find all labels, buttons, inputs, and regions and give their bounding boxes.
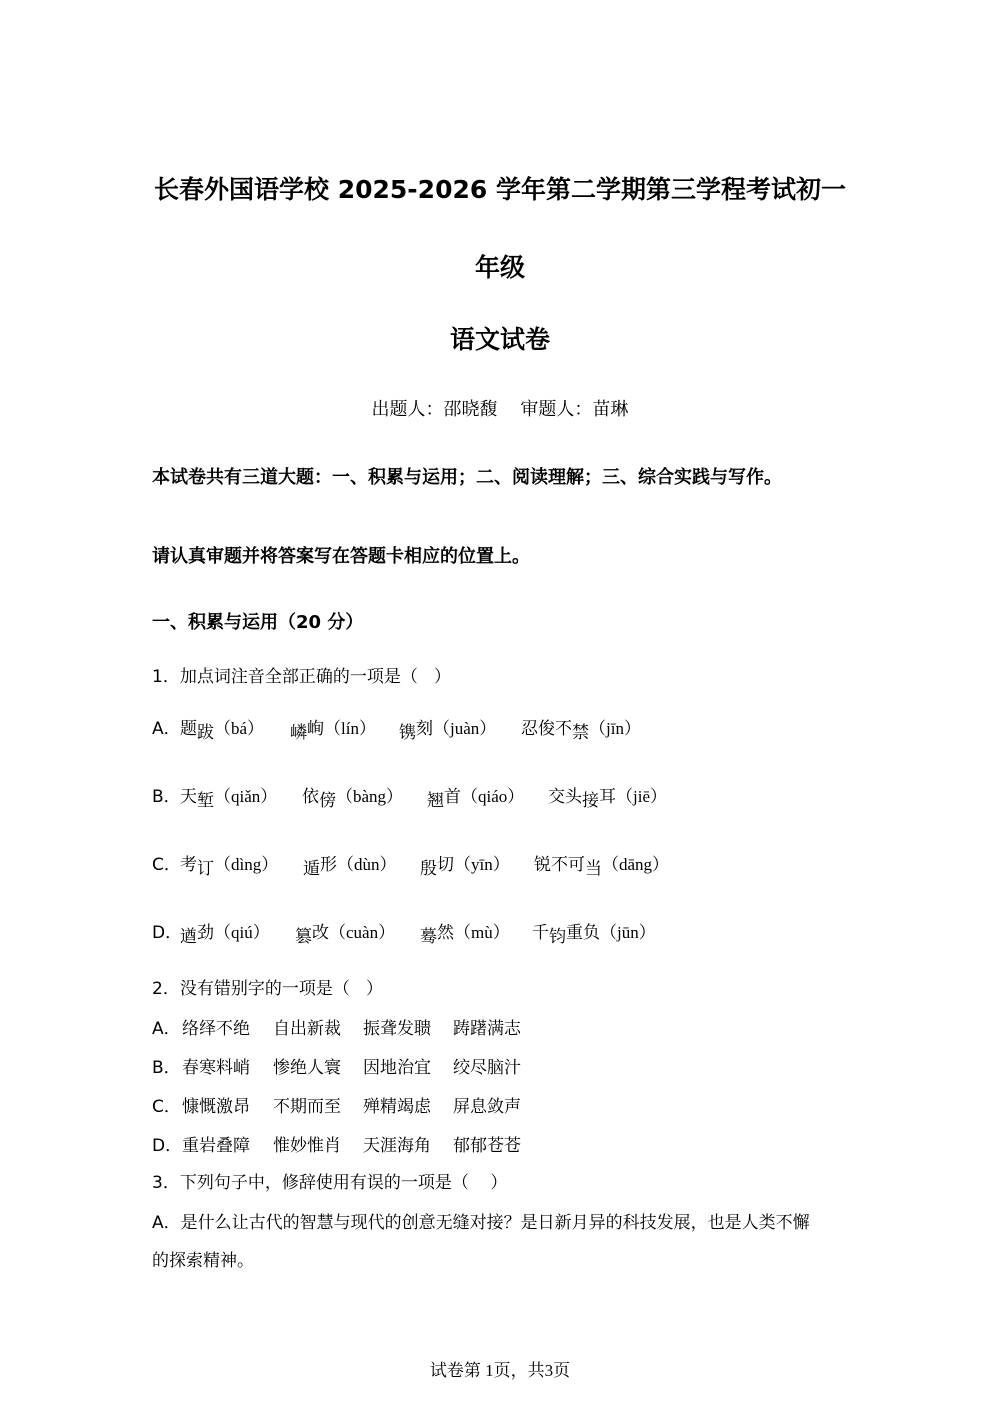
exam-title-line2: 年级 xyxy=(474,253,525,282)
dotted-character: 殷 xyxy=(420,859,437,879)
word-prefix: 题 xyxy=(180,719,197,739)
idiom-word: 殚精竭虑 xyxy=(363,1097,431,1117)
dotted-character: 嶙 xyxy=(290,723,307,743)
pinyin: （bàng） xyxy=(336,787,404,806)
pinyin: （dìng） xyxy=(214,855,279,874)
pinyin: （yīn） xyxy=(454,855,510,874)
pinyin-item xyxy=(420,918,510,947)
option-letter: D． xyxy=(152,923,183,943)
pinyin: （dāng） xyxy=(602,855,670,874)
pinyin: （dùn） xyxy=(337,855,397,874)
word-prefix: 依 xyxy=(302,787,319,807)
dotted-character: 翘 xyxy=(427,791,444,811)
option-letter: D． xyxy=(152,1136,183,1156)
idiom-word: 屏息敛声 xyxy=(453,1097,521,1117)
dotted-character: 跋 xyxy=(197,723,214,743)
question-3-option-a-line2: 的探索精神。 xyxy=(152,1251,254,1271)
word-suffix: 形 xyxy=(320,855,337,875)
option-letter: C． xyxy=(152,855,181,875)
word-suffix: 峋 xyxy=(307,719,324,739)
dotted-character: 篡 xyxy=(295,927,312,947)
idiom-word: 郁郁苍苍 xyxy=(453,1136,521,1156)
pinyin-item xyxy=(427,782,525,811)
word-suffix: 刻 xyxy=(416,719,433,739)
pinyin: （qiǎn） xyxy=(214,787,278,806)
dotted-character: 遁 xyxy=(303,859,320,879)
dotted-character: 堑 xyxy=(197,791,214,811)
pinyin-item xyxy=(290,714,376,743)
idiom-word: 踌躇满志 xyxy=(453,1019,521,1039)
word-suffix: 改 xyxy=(312,923,329,943)
pinyin-item xyxy=(180,782,278,811)
question-1-stem: 1．加点词注音全部正确的一项是（ ） xyxy=(152,667,452,687)
dotted-character: 傍 xyxy=(319,791,336,811)
dotted-character: 镌 xyxy=(399,723,416,743)
pinyin: （bá） xyxy=(214,719,265,738)
pinyin: （mù） xyxy=(454,923,510,942)
dotted-character: 订 xyxy=(197,859,214,879)
option-letter: A． xyxy=(152,719,181,739)
idiom-word: 惨绝人寰 xyxy=(273,1058,341,1078)
pinyin-item xyxy=(532,918,656,947)
option-letter: B． xyxy=(152,1058,181,1078)
word-suffix: 首 xyxy=(444,787,461,807)
exam-subtitle: 语文试卷 xyxy=(449,325,550,354)
exam-intro: 本试卷共有三道大题：一、积累与运用；二、阅读理解；三、综合实践与写作。 xyxy=(152,467,782,488)
pinyin: （qiú） xyxy=(214,923,270,942)
idiom-word: 绞尽脑汁 xyxy=(453,1058,521,1078)
idiom-word: 络绎不绝 xyxy=(182,1019,250,1039)
option-letter: A． xyxy=(152,1019,181,1039)
dotted-character: 钧 xyxy=(549,927,566,947)
word-prefix: 天 xyxy=(180,787,197,807)
pinyin-item xyxy=(180,714,265,743)
pinyin-item xyxy=(534,850,670,879)
pinyin: （cuàn） xyxy=(329,923,396,942)
section-heading: 一、积累与运用（20 分） xyxy=(152,612,364,633)
pinyin-item xyxy=(420,850,510,879)
idiom-word: 重岩叠障 xyxy=(182,1136,250,1156)
pinyin: （lín） xyxy=(324,719,376,738)
idiom-word: 振聋发聩 xyxy=(363,1019,431,1039)
pinyin-item xyxy=(180,918,270,947)
exam-notice: 请认真审题并将答案写在答题卡相应的位置上。 xyxy=(152,546,530,567)
idiom-word: 慷慨激昂 xyxy=(182,1097,250,1117)
idiom-word: 惟妙惟肖 xyxy=(273,1136,341,1156)
pinyin-item xyxy=(548,782,667,811)
pinyin-item xyxy=(295,918,396,947)
idiom-word: 春寒料峭 xyxy=(182,1058,250,1078)
question-3-stem: 3．下列句子中，修辞使用有误的一项是（ ） xyxy=(152,1173,508,1193)
pinyin-item xyxy=(521,714,641,743)
idiom-word: 自出新裁 xyxy=(273,1019,341,1039)
word-prefix: 考 xyxy=(180,855,197,875)
pinyin: （jūn） xyxy=(600,923,656,942)
word-prefix: 忍俊不 xyxy=(521,719,572,739)
word-prefix: 千 xyxy=(532,923,549,943)
dotted-character: 禁 xyxy=(572,723,589,743)
exam-authors: 出题人：邵晓馥 审题人：苗琳 xyxy=(371,399,629,420)
word-prefix: 锐不可 xyxy=(534,855,585,875)
idiom-word: 不期而至 xyxy=(273,1097,341,1117)
pinyin-item xyxy=(180,850,279,879)
dotted-character: 当 xyxy=(585,859,602,879)
question-2-stem: 2．没有错别字的一项是（ ） xyxy=(152,979,384,999)
dotted-character: 蓦 xyxy=(420,927,437,947)
pinyin: （jīn） xyxy=(589,719,641,738)
word-suffix: 切 xyxy=(437,855,454,875)
exam-title-line1: 长春外国语学校 2025-2026 学年第二学期第三学程考试初一 xyxy=(154,175,846,204)
pinyin: （juàn） xyxy=(433,719,497,738)
idiom-word: 天涯海角 xyxy=(363,1136,431,1156)
page-footer: 试卷第 1页，共3页 xyxy=(429,1361,571,1380)
pinyin: （jiē） xyxy=(616,787,667,806)
pinyin-item xyxy=(303,850,397,879)
pinyin-item xyxy=(399,714,497,743)
word-suffix: 劲 xyxy=(197,923,214,943)
question-3-option-a-line1: A．是什么让古代的智慧与现代的创意无缝对接？是日新月异的科技发展，也是人类不懈 xyxy=(152,1213,810,1233)
pinyin: （qiáo） xyxy=(461,787,525,806)
word-prefix: 交头 xyxy=(548,787,582,807)
pinyin-item xyxy=(302,782,404,811)
word-suffix: 重负 xyxy=(566,923,600,943)
dotted-character: 遒 xyxy=(180,927,197,947)
dotted-character: 接 xyxy=(582,791,599,811)
word-suffix: 然 xyxy=(437,923,454,943)
idiom-word: 因地治宜 xyxy=(363,1058,431,1078)
word-suffix: 耳 xyxy=(599,787,616,807)
option-letter: B． xyxy=(152,787,181,807)
option-letter: C． xyxy=(152,1097,181,1117)
